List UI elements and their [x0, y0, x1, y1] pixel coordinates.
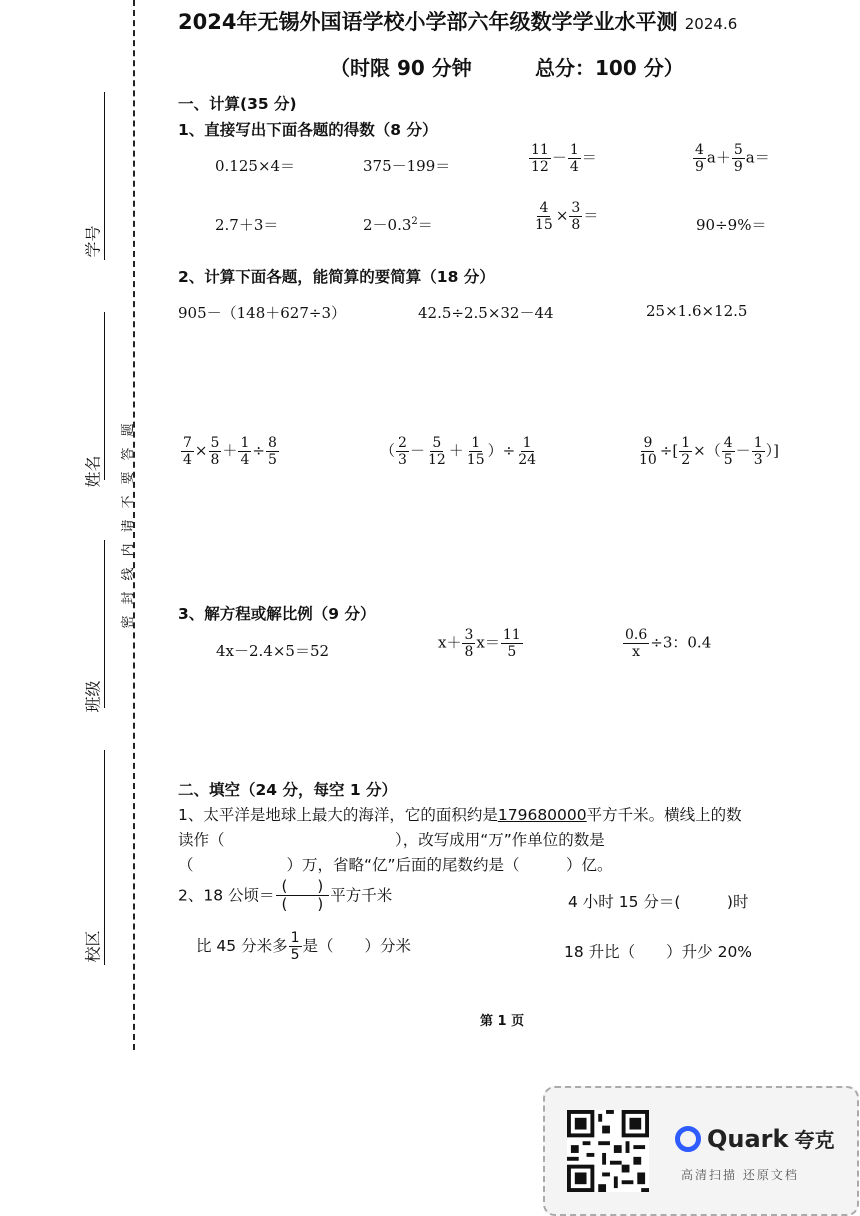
fraction: $\frac{1}{2}$: [681, 435, 691, 469]
area-number: 179680000: [497, 806, 587, 824]
calc-1h: 90÷9%＝: [696, 216, 767, 234]
fraction: $\frac{3}{8}$: [571, 200, 581, 234]
quark-logo-icon: [675, 1126, 701, 1152]
equation-3c: $\frac{0.6}{x}$ ÷3：0.4: [625, 627, 712, 661]
calc-1d: $\frac{4}{9}$ a＋ $\frac{5}{9}$ a＝: [695, 142, 770, 176]
class-blank: [104, 540, 105, 708]
calc-1e: 2.7＋3＝: [215, 216, 279, 234]
class-label: 班级: [83, 680, 103, 713]
time-limit: （时限 90 分钟: [330, 56, 472, 80]
calc-2f: $\frac{9}{10}$ ÷[ $\frac{1}{2}$ ×（ $\frac{4}{5}$ － $\frac{1}{3}$ ）]: [639, 435, 779, 469]
calc-1f: $2-0.3^2=$: [363, 216, 433, 234]
fraction: $\frac{1}{4}$: [569, 142, 579, 176]
student-id-label: 学号: [83, 225, 103, 258]
name-label: 姓名: [83, 455, 103, 488]
fraction-blank: $\frac{( )}{( )}$: [276, 878, 330, 914]
fraction: $\frac{2}{3}$: [398, 435, 407, 469]
fraction: $\frac{9}{10}$: [639, 435, 657, 469]
fraction: $\frac{1}{15}$: [466, 435, 485, 469]
section2-heading: 二、填空（24 分，每空 1 分）: [178, 781, 398, 799]
campus-blank: [104, 750, 105, 965]
fraction: $\frac{5}{12}$: [427, 435, 446, 469]
student-id-blank: [104, 92, 105, 260]
calc-1b: 375－199＝: [363, 157, 451, 175]
exam-date: 2024.6: [684, 15, 738, 33]
calc-2b: 42.5÷2.5×32－44: [418, 304, 554, 322]
quark-brand: Quark: [707, 1124, 789, 1153]
page-number: 第 1 页: [480, 1014, 525, 1029]
calc-2e: （ $\frac{2}{3}$ － $\frac{5}{12}$ ＋ $\frac{1}{15}$ ）÷ $\frac{1}{24}$: [380, 435, 537, 469]
calc-1a: 0.125×4＝: [215, 157, 296, 175]
fraction: $\frac{1}{4}$: [240, 435, 250, 469]
fraction: $\frac{7}{4}$: [183, 435, 192, 469]
quark-tagline: 高清扫描 还原文档: [681, 1168, 799, 1182]
calc-2a: 905－（148＋627÷3）: [178, 304, 347, 322]
part1-heading: 1、直接写出下面各题的得数（8 分）: [178, 121, 438, 139]
equation-3b: x＋ $\frac{3}{8}$ x＝ $\frac{11}{5}$: [438, 627, 521, 661]
calc-2d: $\frac{7}{4}$ × $\frac{5}{8}$ ＋ $\frac{1}{4}$ ÷ $\frac{8}{5}$: [183, 435, 277, 469]
calc-1c: $\frac{11}{12}$ － $\frac{1}{4}$ ＝: [531, 142, 597, 176]
fill-q1-line1: 1、太平洋是地球上最大的海洋，它的面积约是179680000平方千米。横线上的数: [178, 806, 742, 824]
fill-q2c: 比 45 分米多 $\frac{1}{5}$ 是（ ）分米: [196, 930, 412, 964]
part2-heading: 2、计算下面各题，能简算的要简算（18 分）: [178, 268, 495, 286]
fill-q2b: 4 小时 15 分＝( )时: [568, 893, 749, 911]
exam-title: [178, 6, 737, 36]
fraction: $\frac{4}{15}$: [535, 200, 553, 234]
campus-label: 校区: [83, 930, 103, 963]
fraction: $\frac{3}{8}$: [464, 627, 474, 661]
fraction: $\frac{11}{12}$: [531, 142, 549, 176]
exam-title-text: 2024年无锡外国语学校小学部六年级数学学业水平测: [178, 10, 678, 34]
equation-3a: 4x－2.4×5＝52: [216, 642, 330, 660]
fraction: $\frac{1}{5}$: [290, 930, 300, 964]
calc-1g: $\frac{4}{15}$ × $\frac{3}{8}$ ＝: [535, 200, 599, 234]
fill-q1-line3: （ ）万，省略“亿”后面的尾数约是（ ）亿。: [178, 856, 613, 874]
fraction: $\frac{4}{5}$: [723, 435, 733, 469]
fraction: $\frac{4}{9}$: [695, 142, 704, 176]
quark-watermark: [543, 1086, 859, 1216]
fraction: $\frac{0.6}{x}$: [625, 627, 648, 661]
quark-brand-cn: 夸克: [794, 1128, 835, 1152]
fraction: $\frac{8}{5}$: [267, 435, 277, 469]
fraction: $\frac{1}{24}$: [518, 435, 537, 469]
calc-2c: 25×1.6×12.5: [646, 302, 748, 320]
fill-q1-line2: 读作（ ），改写成用“万”作单位的数是: [178, 831, 605, 849]
part3-heading: 3、解方程或解比例（9 分）: [178, 605, 376, 623]
fill-q2a: 2、18 公顷＝ $\frac{( )}{( )}$ 平方千米: [178, 877, 393, 914]
fraction: $\frac{5}{9}$: [733, 142, 743, 176]
name-blank: [104, 312, 105, 480]
seal-notice: 题 答 要 不 请 内 线 封 密: [121, 423, 136, 629]
section1-heading: 一、计算(35 分): [178, 95, 297, 113]
fraction: $\frac{11}{5}$: [502, 627, 521, 661]
fill-q2d: 18 升比（ ）升少 20%: [564, 943, 753, 961]
fraction: $\frac{1}{3}$: [753, 435, 763, 469]
total-score: 总分：100 分）: [535, 56, 684, 80]
qr-code-icon: [567, 1110, 649, 1192]
quark-logo: [675, 1124, 834, 1153]
fraction: $\frac{5}{8}$: [210, 435, 220, 469]
